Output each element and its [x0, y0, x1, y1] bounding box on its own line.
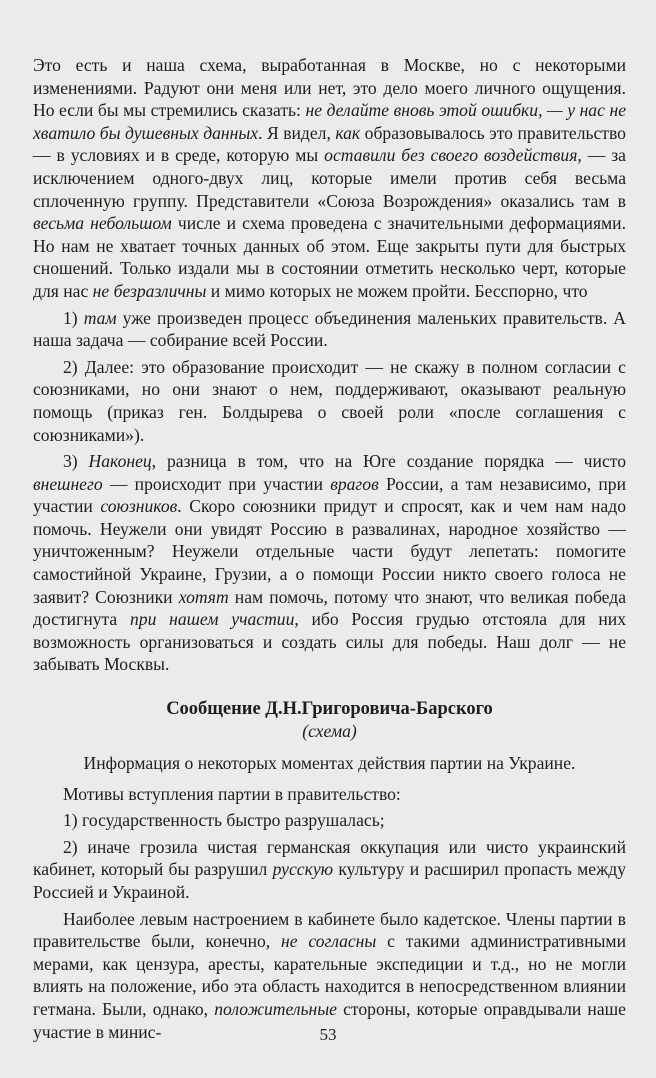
paragraph	[33, 307, 626, 352]
text-run: России, а там независимо, при участии	[33, 473, 626, 517]
body-text-bottom	[33, 783, 626, 1044]
page-number: 53	[319, 1025, 337, 1044]
text-run: 1) государственность быстро разрушалась;	[63, 810, 385, 831]
italic-text: там	[83, 307, 117, 328]
text-run: , ибо Россия грудью отстояла для них возможность организоваться и создать силы для победы. Наш долг — не забывать Москвы.	[33, 609, 627, 675]
text-run: , — за исключением одного-двух лиц, которые имели против себя весьма сплоченную группу. Представители «Союза Возрождения» оказались там в	[33, 145, 626, 211]
paragraph	[33, 450, 626, 676]
italic-text: внешнего	[33, 473, 103, 494]
text-run: . Скоро союзники придут и спросят, как и чем нам надо помочь. Неужели они увидят Россию в развалинах, народное хозяйство — уничтоженным? Неужели отдельные части будут лепетать: помогите самостийной Украине, Грузии, а о помощи России никто своего голоса не заявит? Союзники	[33, 496, 626, 607]
section-heading: Сообщение Д.Н.Григоровича-Барского	[166, 699, 493, 720]
paragraph	[33, 783, 626, 806]
italic-text: не согласны	[281, 931, 377, 952]
italic-text: весьма небольшом	[33, 213, 172, 234]
text-run: с такими административными мерами, как цензура, аресты, карательные экспедиции и т.д., но не могли влиять на положение, ибо эта область находится в непосредственном влиянии гетмана. Были, однако,	[33, 931, 626, 1019]
text-run: 2) иначе грозила чистая германская оккупация или чисто украинский кабинет, который бы разрушил	[33, 836, 626, 880]
text-run: стороны, которые оправдывали наше участие в минис-	[33, 998, 626, 1042]
paragraph	[33, 356, 626, 446]
italic-text: оставили без своего воздействия	[324, 145, 578, 166]
italic-text: как	[335, 122, 361, 143]
text-run: , разница в том, что на Юге создание порядка — чисто	[151, 451, 627, 472]
italic-text: положительные	[214, 998, 337, 1019]
italic-text: не делайте вновь этой ошибки, — у нас не хватило бы душевных данных	[33, 100, 626, 143]
italic-text: русскую	[272, 859, 334, 880]
text-run: Мотивы вступления партии в правительство:	[63, 783, 401, 804]
text-run: . Я видел,	[258, 122, 336, 143]
italic-text: союзников	[100, 496, 178, 517]
paragraph	[33, 54, 626, 303]
text-run: Наиболее левым настроением в кабинете было кадетское. Члены партии в правительстве были, конечно,	[33, 908, 626, 952]
paragraph	[33, 809, 626, 832]
text-run: 3)	[63, 451, 89, 472]
italic-text: хотят	[178, 586, 229, 607]
info-title: Информация о некоторых моментах действия партии на Украине.	[83, 753, 576, 774]
italic-text: Наконец	[88, 451, 152, 472]
text-run: уже произведен процесс объединения маленьких правительств. А наша задача — собирание всей России.	[33, 307, 626, 351]
text-run: образовывалось это правительство — в условиях и в среде, которую мы	[33, 122, 626, 166]
body-text-top	[33, 54, 626, 676]
text-run: числе и схема проведена с значительными деформациями. Но нам не хватает точных данных об этом. Еще закрыты пути для быстрых сношений. Только издали мы в состоянии отметить несколько черт, которые для нас	[33, 213, 627, 301]
text-run: Это есть и наша схема, выработанная в Москве, но с некоторыми изменениями. Радуют они меня или нет, это дело моего личного ощущения. Но если бы мы стремились сказать:	[33, 55, 626, 121]
text-run: культуру и расширил пропасть между Россией и Украиной.	[33, 859, 626, 902]
text-run: и мимо которых не можем пройти. Бесспорно, что	[206, 280, 588, 301]
text-run: нам помочь, потому что знают, что великая победа достигнута	[33, 586, 626, 630]
italic-text: не безразличны	[92, 280, 207, 301]
text-run: 2) Далее: это образование происходит — не скажу в полном согласии с союзниками, но они знают о нем, поддерживают, оказывают реальную помощь (приказ ген. Болдырева о своей роли «после соглашения с союзниками»).	[33, 356, 626, 445]
section-subheading: (схема)	[302, 721, 357, 742]
paragraph	[33, 908, 626, 1044]
paragraph	[33, 836, 626, 904]
text-run: 1)	[63, 307, 84, 328]
italic-text: при нашем участии	[129, 609, 295, 630]
text-run: — происходит при участии	[102, 473, 331, 494]
italic-text: врагов	[330, 473, 379, 494]
